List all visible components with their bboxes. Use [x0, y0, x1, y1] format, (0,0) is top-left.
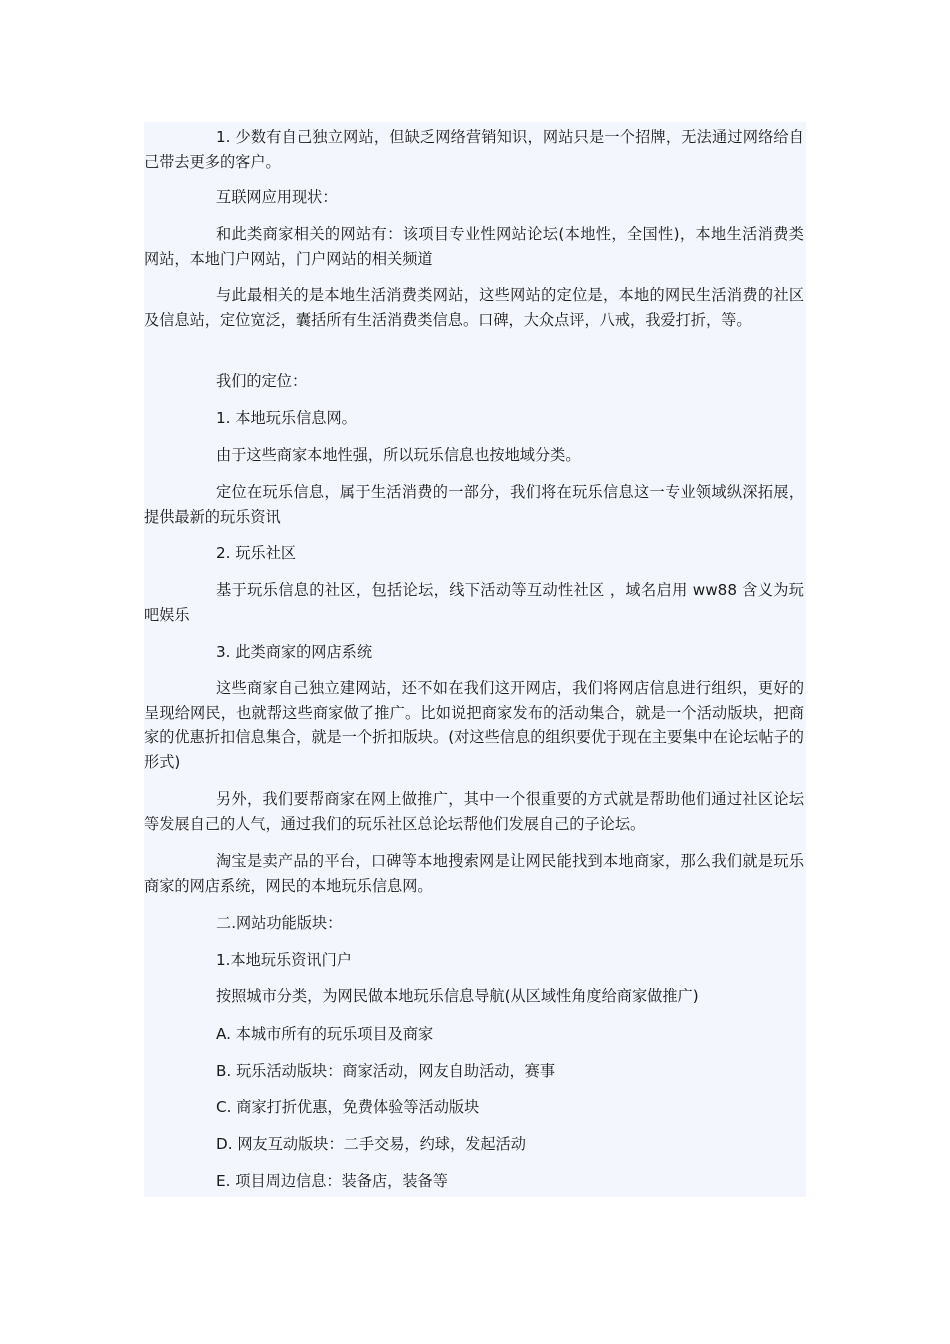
paragraph: 1. 少数有自己独立网站，但缺乏网络营销知识，网站只是一个招牌，无法通过网络给自己带去更多的客户。 — [144, 128, 804, 171]
list-item: D. 网友互动版块：二手交易，约球，发起活动 — [216, 1135, 526, 1153]
list-item: E. 项目周边信息：装备店，装备等 — [216, 1172, 448, 1190]
paragraph: 基于玩乐信息的社区，包括论坛，线下活动等互动性社区 ，域名启用 ww88 含义为玩吧娱乐 — [144, 581, 804, 624]
paragraph: 由于这些商家本地性强，所以玩乐信息也按地域分类。 — [216, 446, 581, 464]
paragraph: 和此类商家相关的网站有：该项目专业性网站论坛(本地性，全国性)，本地生活消费类网站，本地门户网站，门户网站的相关频道 — [144, 225, 804, 268]
paragraph: 定位在玩乐信息，属于生活消费的一部分，我们将在玩乐信息这一专业领域纵深拓展，提供最新的玩乐资讯 — [144, 483, 804, 526]
paragraph: 与此最相关的是本地生活消费类网站，这些网站的定位是，本地的网民生活消费的社区及信息站，定位宽泛，囊括所有生活消费类信息。口碑，大众点评，八戒，我爱打折，等。 — [144, 286, 804, 329]
list-item: B. 玩乐活动版块：商家活动，网友自助活动，赛事 — [216, 1062, 556, 1080]
section-heading: 二.网站功能版块： — [216, 914, 343, 932]
section-heading: 我们的定位： — [216, 372, 308, 390]
list-item: C. 商家打折优惠，免费体验等活动版块 — [216, 1098, 480, 1116]
paragraph: 另外，我们要帮商家在网上做推广，其中一个很重要的方式就是帮助他们通过社区论坛等发展自己的人气，通过我们的玩乐社区总论坛帮他们发展自己的子论坛。 — [144, 790, 804, 833]
list-item: 2. 玩乐社区 — [216, 544, 297, 562]
paragraph: 按照城市分类，为网民做本地玩乐信息导航(从区域性角度给商家做推广) — [216, 987, 699, 1005]
document-page — [144, 122, 806, 1197]
list-item: A. 本城市所有的玩乐项目及商家 — [216, 1025, 434, 1043]
list-item: 3. 此类商家的网店系统 — [216, 643, 373, 661]
paragraph: 淘宝是卖产品的平台，口碑等本地搜索网是让网民能找到本地商家，那么我们就是玩乐商家的网店系统，网民的本地玩乐信息网。 — [144, 852, 804, 895]
list-item: 1.本地玩乐资讯门户 — [216, 951, 352, 969]
list-item: 1. 本地玩乐信息网。 — [216, 409, 357, 427]
section-heading: 互联网应用现状： — [216, 188, 338, 206]
paragraph: 这些商家自己独立建网站，还不如在我们这开网店，我们将网店信息进行组织，更好的呈现给网民，也就帮这些商家做了推广。比如说把商家发布的活动集合，就是一个活动版块，把商家的优惠折扣信息集合，就是一个折扣版块。(对这些信息的组织要优于现在主要集中在论坛帖子的形式) — [144, 679, 804, 771]
